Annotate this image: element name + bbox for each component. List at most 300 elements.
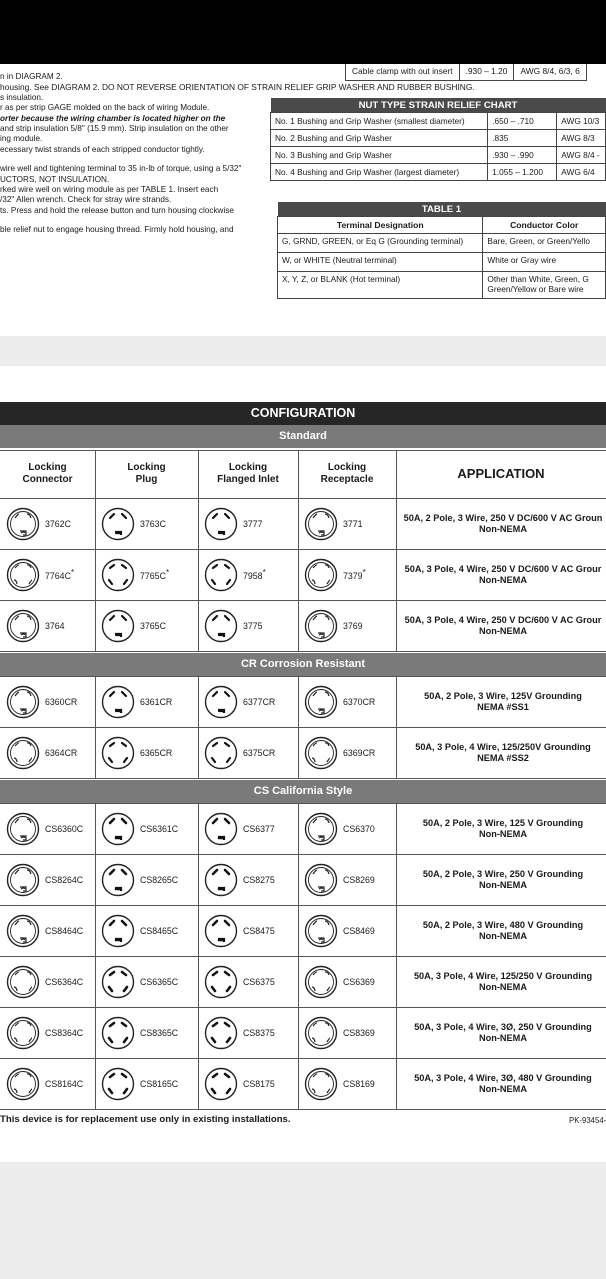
- application-cell: [400, 549, 606, 600]
- application-cell: [400, 1007, 606, 1058]
- catalog-number-text: 6364CR: [45, 747, 78, 758]
- catalog-number-text: CS8375: [243, 1027, 275, 1038]
- grid-line: [0, 803, 606, 804]
- catalog-number-text: CS8465C: [140, 925, 179, 936]
- nut-item: No. 2 Bushing and Grip Washer: [271, 130, 488, 147]
- receptacle-face-icon: [304, 558, 338, 592]
- connector-face-icon: [6, 1067, 40, 1101]
- application-line: 50A, 2 Pole, 3 Wire, 125 V Grounding: [422, 817, 584, 828]
- table-row: [278, 253, 606, 272]
- connector-face-icon: [6, 965, 40, 999]
- inlet-face-icon: [204, 812, 238, 846]
- connector-catalog-number: [45, 875, 83, 885]
- receptacle-catalog-number: [343, 568, 366, 581]
- clamp-label: Cable clamp with out insert: [346, 64, 460, 80]
- plug-catalog-number: [140, 697, 172, 707]
- grid-line: [298, 450, 299, 651]
- inlet-cell: [204, 676, 296, 727]
- inlet-catalog-number: [243, 697, 275, 707]
- application-line: NEMA #SS2: [477, 752, 529, 763]
- catalog-number-text: 3769: [343, 620, 363, 631]
- application-line: Non-NEMA: [479, 828, 527, 839]
- plug-cell: [101, 549, 196, 600]
- catalog-number-text: CS8365C: [140, 1027, 179, 1038]
- application-line: Non-NEMA: [479, 1032, 527, 1043]
- color-cell: White or Gray wire: [483, 253, 606, 272]
- table-row: [278, 272, 606, 299]
- plug-face-icon: [101, 1067, 135, 1101]
- catalog-number-text: 6369CR: [343, 747, 376, 758]
- application-line: 50A, 3 Pole, 4 Wire, 125/250V Grounding: [415, 741, 591, 752]
- receptacle-face-icon: [304, 609, 338, 643]
- receptacle-catalog-number: [343, 875, 375, 885]
- catalog-number-text: CS6360C: [45, 823, 84, 834]
- column-header-receptacle: Locking Receptacle: [320, 462, 374, 485]
- receptacle-face-icon: [304, 863, 338, 897]
- terminal-cell: X, Y, Z, or BLANK (Hot terminal): [278, 272, 483, 299]
- receptacle-face-icon: [304, 736, 338, 770]
- catalog-number-text: 6370CR: [343, 696, 376, 707]
- application-line: Non-NEMA: [479, 879, 527, 890]
- grid-line: [298, 803, 299, 1109]
- connector-face-icon: [6, 863, 40, 897]
- application-line: Non-NEMA: [479, 930, 527, 941]
- connector-face-icon: [6, 685, 40, 719]
- plug-face-icon: [101, 1016, 135, 1050]
- receptacle-cell: [304, 803, 394, 854]
- connector-catalog-number: [45, 621, 65, 631]
- instruction-line: and strip insulation 5/8" (15.9 mm). Strip insulation on the other: [0, 124, 229, 134]
- application-line: 50A, 3 Pole, 4 Wire, 3Ø, 250 V Grounding: [414, 1021, 592, 1032]
- application-line: NEMA #SS1: [477, 701, 529, 712]
- plug-cell: [101, 854, 196, 905]
- terminal-cell: G, GRND, GREEN, or Eq G (Grounding terminal): [278, 234, 483, 253]
- section-header: CR Corrosion Resistant: [0, 653, 606, 676]
- grid-line: [198, 450, 199, 651]
- plug-face-icon: [101, 965, 135, 999]
- plug-catalog-number: [140, 568, 169, 581]
- receptacle-catalog-number: [343, 977, 375, 987]
- plug-cell: [101, 905, 196, 956]
- inlet-catalog-number: [243, 748, 275, 758]
- receptacle-catalog-number: [343, 1079, 375, 1089]
- plug-cell: [101, 1007, 196, 1058]
- footnote-star: *: [262, 568, 266, 578]
- instruction-line: ts. Press and hold the release button and turn housing clockwise: [0, 205, 234, 215]
- table1-title: TABLE 1: [278, 202, 606, 217]
- connector-cell: [6, 676, 93, 727]
- section-header: Standard: [0, 425, 606, 448]
- plug-cell: [101, 1058, 196, 1109]
- inlet-catalog-number: [243, 977, 275, 987]
- connector-cell: [6, 727, 93, 778]
- grid-line: [0, 600, 606, 601]
- catalog-number-text: CS6364C: [45, 976, 84, 987]
- nut-awg: AWG 8/4 -: [557, 147, 606, 164]
- inlet-cell: [204, 956, 296, 1007]
- instruction-line: orter because the wiring chamber is located higher on the: [0, 113, 226, 123]
- receptacle-cell: [304, 549, 394, 600]
- instruction-line: s insulation.: [0, 92, 44, 102]
- catalog-number-text: CS6365C: [140, 976, 179, 987]
- plug-catalog-number: [140, 977, 178, 987]
- table-row: [278, 234, 606, 253]
- grid-line: [0, 854, 606, 855]
- configuration-page: [0, 366, 606, 1162]
- nut-range: .835: [488, 130, 557, 147]
- grid-line: [0, 956, 606, 957]
- catalog-number-text: 7958: [243, 570, 263, 581]
- application-cell: [400, 727, 606, 778]
- receptacle-face-icon: [304, 507, 338, 541]
- instruction-line: r as per strip GAGE molded on the back of wiring Module.: [0, 103, 210, 113]
- column-header-plug: Locking Plug: [127, 462, 166, 485]
- receptacle-face-icon: [304, 914, 338, 948]
- application-cell: [400, 956, 606, 1007]
- connector-face-icon: [6, 1016, 40, 1050]
- plug-catalog-number: [140, 748, 172, 758]
- table-row: [271, 147, 606, 164]
- application-line: Non-NEMA: [479, 625, 527, 636]
- instruction-line: rked wire well on wiring module as per TABLE 1. Insert each: [0, 185, 219, 195]
- instruction-line: n in DIAGRAM 2.: [0, 72, 63, 81]
- table-row: [271, 130, 606, 147]
- plug-cell: [101, 676, 196, 727]
- catalog-number-text: 6361CR: [140, 696, 173, 707]
- application-line: Non-NEMA: [479, 1083, 527, 1094]
- catalog-number-text: CS8164C: [45, 1078, 84, 1089]
- application-line: 50A, 3 Pole, 4 Wire, 3Ø, 480 V Grounding: [414, 1072, 592, 1083]
- color-cell: [483, 272, 606, 299]
- catalog-number-text: CS8264C: [45, 874, 84, 885]
- page-gap: [0, 336, 606, 366]
- catalog-number-text: 6375CR: [243, 747, 276, 758]
- nut-range: .650 – .710: [488, 113, 557, 130]
- catalog-number-text: 3771: [343, 518, 363, 529]
- grid-line: [396, 803, 397, 1109]
- inlet-face-icon: [204, 863, 238, 897]
- connector-face-icon: [6, 609, 40, 643]
- application-cell: [400, 905, 606, 956]
- grid-line: [0, 778, 606, 779]
- replacement-footnote: This device is for replacement use only in existing installations.: [0, 1114, 291, 1125]
- grid-line: [0, 1109, 606, 1110]
- application-cell: [400, 676, 606, 727]
- receptacle-cell: [304, 676, 394, 727]
- col-terminal: Terminal Designation: [278, 217, 483, 234]
- catalog-number-text: CS8475: [243, 925, 275, 936]
- application-cell: [400, 854, 606, 905]
- grid-line: [0, 905, 606, 906]
- receptacle-cell: [304, 1058, 394, 1109]
- instruction-line: ble relief nut to engage housing thread. Firmly hold housing, and: [0, 225, 234, 235]
- inlet-catalog-number: [243, 926, 275, 936]
- connector-cell: [6, 854, 93, 905]
- catalog-number-text: 6360CR: [45, 696, 78, 707]
- connector-catalog-number: [45, 926, 83, 936]
- inlet-catalog-number: [243, 1079, 275, 1089]
- inlet-cell: [204, 600, 296, 651]
- column-header-inlet: Locking Flanged Inlet: [217, 462, 279, 485]
- color-line: Other than White, Green, G: [487, 274, 589, 284]
- inlet-catalog-number: [243, 824, 275, 834]
- inlet-cell: [204, 549, 296, 600]
- catalog-number-text: CS6369: [343, 976, 375, 987]
- grid-line: [0, 1058, 606, 1059]
- plug-face-icon: [101, 914, 135, 948]
- plug-face-icon: [101, 507, 135, 541]
- catalog-number-text: CS8265C: [140, 874, 179, 885]
- grid-line: [0, 450, 606, 451]
- nut-item: No. 3 Bushing and Grip Washer: [271, 147, 488, 164]
- connector-cell: [6, 905, 93, 956]
- application-line: 50A, 2 Pole, 3 Wire, 480 V Grounding: [422, 919, 584, 930]
- application-line: 50A, 2 Pole, 3 Wire, 250 V Grounding: [422, 868, 584, 879]
- nut-awg: AWG 10/3: [557, 113, 606, 130]
- nut-item: No. 4 Bushing and Grip Washer (largest diameter): [271, 164, 488, 181]
- catalog-number-text: CS6361C: [140, 823, 179, 834]
- inlet-face-icon: [204, 685, 238, 719]
- catalog-number-text: 3763C: [140, 518, 166, 529]
- connector-catalog-number: [45, 519, 71, 529]
- catalog-number-text: CS8369: [343, 1027, 375, 1038]
- inlet-cell: [204, 803, 296, 854]
- plug-catalog-number: [140, 519, 166, 529]
- document-number: PK-93454-: [569, 1116, 606, 1125]
- catalog-number-text: 7379: [343, 570, 363, 581]
- receptacle-cell: [304, 498, 394, 549]
- plug-face-icon: [101, 736, 135, 770]
- instruction-line: ecessary twist strands of each stripped conductor tightly.: [0, 144, 205, 154]
- inlet-face-icon: [204, 558, 238, 592]
- connector-face-icon: [6, 812, 40, 846]
- plug-face-icon: [101, 558, 135, 592]
- plug-cell: [101, 803, 196, 854]
- nut-awg: AWG 8/3: [557, 130, 606, 147]
- inlet-face-icon: [204, 507, 238, 541]
- receptacle-cell: [304, 1007, 394, 1058]
- plug-face-icon: [101, 609, 135, 643]
- application-cell: [400, 1058, 606, 1109]
- inlet-cell: [204, 498, 296, 549]
- receptacle-face-icon: [304, 1016, 338, 1050]
- grid-line: [0, 549, 606, 550]
- connector-catalog-number: [45, 1028, 83, 1038]
- application-line: 50A, 2 Pole, 3 Wire, 250 V DC/600 V AC Groun: [403, 512, 603, 523]
- inlet-cell: [204, 1007, 296, 1058]
- column-header-connector: Locking Connector: [22, 462, 73, 485]
- inlet-face-icon: [204, 1067, 238, 1101]
- inlet-face-icon: [204, 609, 238, 643]
- inlet-cell: [204, 854, 296, 905]
- catalog-number-text: 3777: [243, 518, 263, 529]
- col-conductor-color: Conductor Color: [483, 217, 606, 234]
- grid-line: [95, 803, 96, 1109]
- grid-line: [95, 450, 96, 651]
- grid-line: [0, 1007, 606, 1008]
- catalog-number-text: 7765C: [140, 570, 166, 581]
- plug-catalog-number: [140, 1028, 178, 1038]
- connector-cell: [6, 1058, 93, 1109]
- grid-line: [95, 676, 96, 778]
- grid-line: [0, 498, 606, 499]
- application-line: 50A, 3 Pole, 4 Wire, 250 V DC/600 V AC Grour: [404, 614, 602, 625]
- connector-catalog-number: [45, 1079, 83, 1089]
- connector-catalog-number: [45, 977, 83, 987]
- inlet-face-icon: [204, 736, 238, 770]
- instruction-line: wire well and tightening terminal to 35 in-lb of torque, using a 5/32": [0, 164, 242, 174]
- grid-line: [396, 676, 397, 778]
- plug-catalog-number: [140, 926, 178, 936]
- plug-catalog-number: [140, 875, 178, 885]
- table-row: [271, 113, 606, 130]
- nut-range: 1.055 – 1.200: [488, 164, 557, 181]
- receptacle-catalog-number: [343, 621, 363, 631]
- application-line: 50A, 2 Pole, 3 Wire, 125V Grounding: [424, 690, 582, 701]
- instruction-text: [0, 72, 268, 236]
- connector-catalog-number: [45, 568, 74, 581]
- inlet-catalog-number: [243, 568, 266, 581]
- receptacle-face-icon: [304, 812, 338, 846]
- section-header: CS California Style: [0, 780, 606, 803]
- diagram-warning: housing. See DIAGRAM 2. DO NOT REVERSE ORIENTATION OF STRAIN RELIEF GRIP WASHER AND RUBBER BUSHING.: [0, 82, 475, 93]
- receptacle-cell: [304, 905, 394, 956]
- catalog-number-text: CS8364C: [45, 1027, 84, 1038]
- application-line: Non-NEMA: [479, 523, 527, 534]
- application-line: Non-NEMA: [479, 981, 527, 992]
- catalog-number-text: 6377CR: [243, 696, 276, 707]
- inlet-face-icon: [204, 914, 238, 948]
- configuration-title: CONFIGURATION: [0, 402, 606, 425]
- clamp-range: .930 – 1.20: [460, 64, 515, 80]
- plug-catalog-number: [140, 1079, 178, 1089]
- cable-clamp-row: [345, 64, 587, 81]
- grid-line: [198, 803, 199, 1109]
- instruction-line: ing module.: [0, 134, 43, 144]
- application-cell: [400, 600, 606, 651]
- inlet-face-icon: [204, 1016, 238, 1050]
- color-line: Green/Yellow or Bare wire: [487, 284, 584, 294]
- instruction-line: UCTORS, NOT INSULATION.: [0, 174, 110, 184]
- connector-cell: [6, 803, 93, 854]
- receptacle-catalog-number: [343, 748, 375, 758]
- connector-cell: [6, 549, 93, 600]
- catalog-number-text: 3775: [243, 620, 263, 631]
- catalog-number-text: CS8275: [243, 874, 275, 885]
- receptacle-catalog-number: [343, 697, 375, 707]
- grid-line: [396, 450, 397, 651]
- connector-catalog-number: [45, 748, 77, 758]
- receptacle-face-icon: [304, 685, 338, 719]
- catalog-number-text: CS8469: [343, 925, 375, 936]
- catalog-number-text: 6365CR: [140, 747, 173, 758]
- grid-line: [0, 651, 606, 652]
- receptacle-catalog-number: [343, 519, 363, 529]
- catalog-number-text: CS8165C: [140, 1078, 179, 1089]
- instruction-sheet: [0, 64, 606, 336]
- receptacle-face-icon: [304, 1067, 338, 1101]
- receptacle-catalog-number: [343, 824, 375, 834]
- application-line: Non-NEMA: [479, 574, 527, 585]
- nut-strain-relief-chart: [270, 98, 606, 181]
- connector-face-icon: [6, 558, 40, 592]
- clamp-awg: AWG 8/4, 6/3, 6: [520, 66, 580, 76]
- receptacle-face-icon: [304, 965, 338, 999]
- catalog-number-text: 7764C: [45, 570, 71, 581]
- grid-line: [0, 676, 606, 677]
- catalog-number-text: CS8464C: [45, 925, 84, 936]
- application-cell: [400, 803, 606, 854]
- top-black-bar: [0, 0, 606, 64]
- receptacle-cell: [304, 956, 394, 1007]
- plug-face-icon: [101, 812, 135, 846]
- receptacle-cell: [304, 854, 394, 905]
- plug-face-icon: [101, 863, 135, 897]
- connector-catalog-number: [45, 697, 77, 707]
- footnote-star: *: [165, 568, 170, 578]
- receptacle-catalog-number: [343, 926, 375, 936]
- plug-catalog-number: [140, 824, 178, 834]
- connector-cell: [6, 600, 93, 651]
- instruction-line: /32" Allen wrench. Check for stray wire strands.: [0, 195, 172, 205]
- receptacle-cell: [304, 727, 394, 778]
- plug-catalog-number: [140, 621, 166, 631]
- plug-face-icon: [101, 685, 135, 719]
- inlet-cell: [204, 905, 296, 956]
- receptacle-cell: [304, 600, 394, 651]
- nut-range: .930 – .990: [488, 147, 557, 164]
- plug-cell: [101, 727, 196, 778]
- catalog-number-text: 3762C: [45, 518, 71, 529]
- connector-cell: [6, 1007, 93, 1058]
- page-gap-bottom: [0, 1162, 606, 1279]
- catalog-number-text: CS6375: [243, 976, 275, 987]
- catalog-number-text: CS8175: [243, 1078, 275, 1089]
- plug-cell: [101, 498, 196, 549]
- grid-line: [198, 676, 199, 778]
- footnote-star: *: [70, 568, 75, 578]
- catalog-number-text: CS8269: [343, 874, 375, 885]
- catalog-number-text: 3765C: [140, 620, 166, 631]
- inlet-catalog-number: [243, 1028, 275, 1038]
- inlet-catalog-number: [243, 875, 275, 885]
- inlet-catalog-number: [243, 621, 263, 631]
- connector-cell: [6, 956, 93, 1007]
- nut-chart-title: NUT TYPE STRAIN RELIEF CHART: [271, 98, 606, 113]
- connector-face-icon: [6, 736, 40, 770]
- footnote-star: *: [362, 568, 366, 578]
- nut-item: No. 1 Bushing and Grip Washer (smallest diameter): [271, 113, 488, 130]
- connector-face-icon: [6, 507, 40, 541]
- catalog-number-text: CS6370: [343, 823, 375, 834]
- grid-line: [0, 727, 606, 728]
- plug-cell: [101, 956, 196, 1007]
- terminal-cell: W, or WHITE (Neutral terminal): [278, 253, 483, 272]
- color-cell: Bare, Green, or Green/Yello: [483, 234, 606, 253]
- inlet-cell: [204, 1058, 296, 1109]
- table-row: [271, 164, 606, 181]
- connector-face-icon: [6, 914, 40, 948]
- application-cell: [400, 498, 606, 549]
- grid-line: [298, 676, 299, 778]
- inlet-catalog-number: [243, 519, 263, 529]
- inlet-face-icon: [204, 965, 238, 999]
- catalog-number-text: 3764: [45, 620, 65, 631]
- receptacle-catalog-number: [343, 1028, 375, 1038]
- catalog-number-text: CS8169: [343, 1078, 375, 1089]
- column-header-application: APPLICATION: [457, 466, 545, 481]
- connector-catalog-number: [45, 824, 83, 834]
